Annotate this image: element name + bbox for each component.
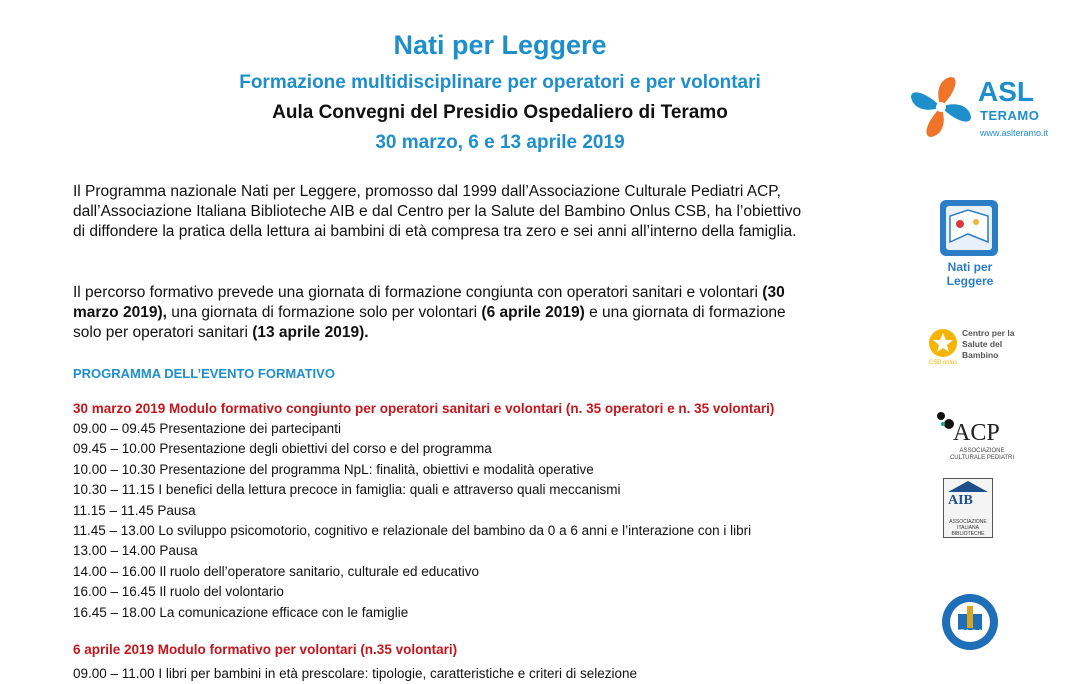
page-title: Nati per Leggere [393, 30, 607, 60]
itaca-seal-icon [940, 592, 1000, 652]
aib-subtitle: ASSOCIAZIONE ITALIANA BIBLIOTECHE [949, 519, 987, 537]
percorso-text: una giornata di formazione solo per volontari [166, 304, 482, 321]
module-2-schedule [73, 664, 903, 684]
csb-label: Centro per la [962, 328, 1015, 338]
program-heading: PROGRAMMA DELL’EVENTO FORMATIVO [73, 366, 335, 381]
schedule-item: 16.00 – 16.45 Il ruolo del volontario [73, 584, 284, 600]
schedule-item: 11.45 – 13.00 Lo sviluppo psicomotorio, cognitivo e relazionale del bambino da 0 a 6 anni e l’interazione con i libri [73, 523, 752, 539]
percorso-text: e una giornata di formazione [584, 304, 786, 321]
venue: Aula Convegni del Presidio Ospedaliero di Teramo [272, 102, 728, 123]
npl-label: Nati per [947, 260, 993, 274]
schedule-item: 09.00 – 09.45 Presentazione dei partecipanti [73, 421, 341, 436]
aib-logo [943, 478, 993, 538]
percorso-bold: (6 aprile 2019) [481, 304, 585, 321]
module-1-heading: 30 marzo 2019 Modulo formativo congiunto per operatori sanitari e volontari (n. 35 operatori e n. 35 volontari) [73, 401, 775, 416]
schedule-item: 09.00 – 11.00 I libri per bambini in età prescolare: tipologie, caratteristiche e criteri di selezione [73, 666, 638, 681]
nati-per-leggere-logo [940, 200, 1000, 295]
itaca-name: ITACA [956, 628, 984, 638]
schedule-item: 10.00 – 10.30 Presentazione del programma NpL: finalità, obiettivi e modalità operative [73, 461, 594, 477]
npl-label: Leggere [946, 274, 994, 288]
intro-line: dall’Associazione Italiana Biblioteche AIB e dal Centro per la Salute del Bambino Onlus CSB, ha l’obiettivo [73, 203, 802, 220]
asl-teramo-logo [908, 74, 1048, 154]
schedule-item: 16.45 – 18.00 La comunicazione efficace con le famiglie [73, 604, 409, 620]
aib-name: AIB [948, 493, 973, 508]
percorso-text: solo per operatori sanitari [73, 324, 253, 341]
intro-line: Il Programma nazionale Nati per Leggere, promosso dal 1999 dall’Associazione Culturale Pediatri ACP, [73, 183, 781, 200]
schedule-item: 14.00 – 16.00 Il ruolo dell’operatore sanitario, culturale ed educativo [73, 563, 480, 579]
npl-book-icon [940, 200, 998, 256]
csb-label: Bambino [962, 350, 999, 360]
itaca-logo [940, 592, 1000, 652]
asl-name: ASL [978, 76, 1034, 107]
module-2-heading: 6 aprile 2019 Modulo formativo per volontari (n.35 volontari) [73, 642, 458, 657]
percorso-bold: (13 aprile 2019). [252, 324, 369, 341]
percorso-bold: marzo 2019), [73, 304, 167, 321]
aib-roof-icon [944, 479, 992, 493]
event-dates: 30 marzo, 6 e 13 aprile 2019 [375, 132, 625, 153]
schedule-item: 10.30 – 11.15 I benefici della lettura precoce in famiglia: quali e attraverso quali meccanismi [73, 482, 621, 498]
asl-pinwheel-icon [908, 74, 974, 140]
schedule-item: 13.00 – 14.00 Pausa [73, 543, 198, 559]
acp-name: ACP [953, 420, 1000, 446]
csb-star-icon [926, 326, 960, 366]
schedule-item: 11.15 – 11.45 Pausa [73, 502, 196, 518]
schedule-item: 09.45 – 10.00 Presentazione degli obiettivi del corso e del programma [73, 441, 492, 457]
percorso-text: Il percorso formativo prevede una giornata di formazione congiunta con operatori sanitari e volontari [73, 284, 763, 301]
asl-city: TERAMO [980, 108, 1040, 123]
asl-url: www.aslteramo.it [980, 128, 1049, 138]
acp-subtitle: ASSOCIAZIONE CULTURALE PEDIATRI [949, 448, 1015, 461]
csb-label: Salute del [962, 339, 1003, 349]
acp-logo [935, 410, 1015, 461]
module-1-schedule [73, 419, 903, 623]
csb-badge: CSB onlus [928, 360, 958, 366]
csb-logo [926, 326, 1026, 366]
page-subtitle: Formazione multidisciplinare per operatori e per volontari [239, 72, 761, 93]
intro-paragraph [73, 182, 908, 242]
percorso-bold: (30 [762, 284, 785, 301]
intro-line: di diffondere la pratica della lettura ai bambini di età compresa tra zero e sei anni all’interno della famiglia. [73, 223, 797, 240]
percorso-paragraph [73, 283, 908, 343]
